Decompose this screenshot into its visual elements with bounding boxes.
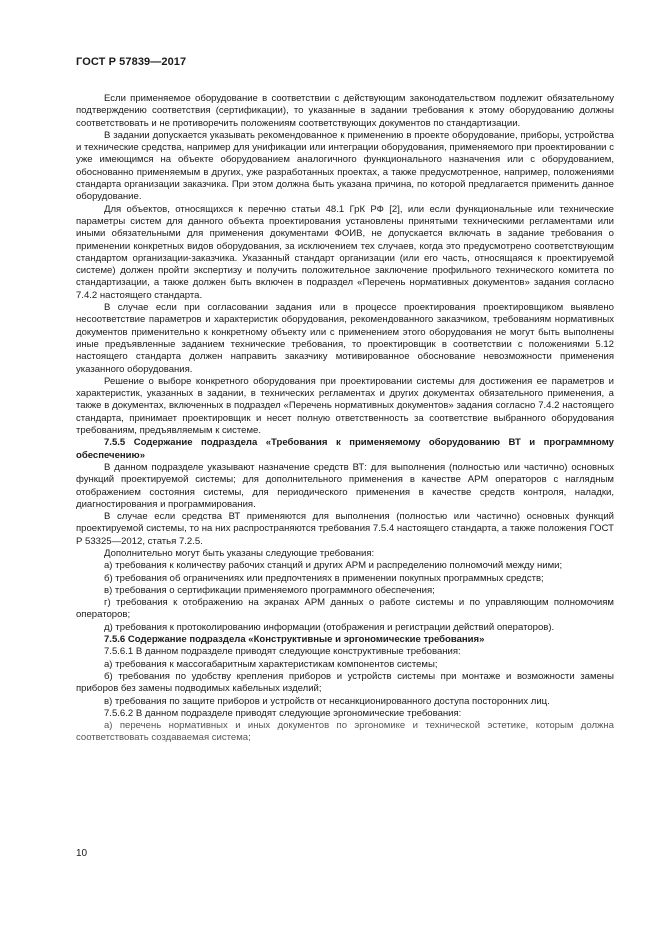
list-item: б) требования об ограничениях или предпочтениях в применении покупных программных средств;: [104, 572, 544, 584]
paragraph: Решение о выборе конкретного оборудования при проектировании системы для достижения ее параметров и характеристик, указанных в задании, в технических регламентах и других документах обязательного применения, а также в документах, включенных в подраздел «Перечень нормативных документов» задания согласно 7.4.2 настоящего стандарта, принимает проектировщик и несет полную ответственность за соответствие выбранного оборудования требованиям, предъявляемым к системе.: [76, 375, 614, 437]
paragraph: Если применяемое оборудование в соответствии с действующим законодательством подлежит обязательному подтверждению соответствия (сертификации), то указанные в задании требования к этому оборудованию должны соответствовать и не противоречить положениям соответствующих документов по стандартизации.: [76, 93, 614, 129]
paragraph: В случае если при согласовании задания или в процессе проектирования проектировщиком выявлено несоответствие параметров и характеристик оборудования, рекомендованного заказчиком, требованиям нормативных документов применительно к конкретному объекту или с применением этого оборудования не могут быть выполнены иные предъявленные заданием технические требования, то проектировщик в соответствии с положениями 5.12 настоящего стандарта должен направить заказчику мотивированное обоснование невозможности применения указанного оборудования.: [76, 302, 614, 375]
section-heading: 7.5.5 Содержание подраздела «Требования к применяемому оборудованию ВТ и программному обеспечению»: [76, 437, 614, 461]
section-heading: 7.5.6 Содержание подраздела «Конструктивные и эргономические требования»: [104, 634, 485, 646]
paragraph: В данном подразделе указывают назначение средств ВТ: для выполнения (полностью или частично) основных функций проектируемой системы; для дополнительного применения в качестве АРМ операторов с наглядным отображением состояния системы, для периодического применения в качестве средств контроля, наладки, диагностирования и программирования.: [76, 461, 614, 510]
paragraph: 7.5.6.1 В данном подразделе приводят следующие конструктивные требования:: [104, 646, 461, 658]
paragraph: 7.5.6.2 В данном подразделе приводят следующие эргономические требования:: [104, 707, 462, 719]
paragraph: Для объектов, относящихся к перечню статьи 48.1 ГрК РФ [2], или если функциональные или технические параметры систем для данного объекта проектирования установлены принятыми техническими регламентами или иными обязательными для применения документами ФОИВ, не допускается включать в задание требования о применении конкретных видов оборудования, за исключением тех случаев, когда это предусмотрено соответствующим стандартом организации-заказчика. Указанный стандарт организации (или его часть, относящаяся к проектируемой системе) должен пройти экспертизу и получить положительное заключение профильного технического комитета по стандартизации, а также должен быть включен в подраздел «Перечень нормативных документов» задания согласно 7.4.2 настоящего стандарта.: [76, 203, 614, 301]
list-item: а) требования к массогабаритным характеристикам компонентов системы;: [104, 658, 438, 670]
list-item: г) требования к отображению на экранах АРМ данных о работе системы и по управляющим полномочиям операторов;: [76, 597, 614, 621]
paragraph: Дополнительно могут быть указаны следующие требования:: [104, 547, 375, 559]
paragraph: В задании допускается указывать рекомендованное к применению в проекте оборудование, приборы, устройства и технические средства, например для унификации или интеграции оборудования, применяемого при проектировании с уже имеющимся на объекте оборудованием аналогичного функционального назначения или с оборудованием, обоснованно применяемым в других, уже разработанных проектах, а также предусмотренное, например, положениями стандарта организации заказчика. При этом должна быть указана причина, по которой предлагается применить данное оборудование.: [76, 129, 614, 203]
paragraph: В случае если средства ВТ применяются для выполнения (полностью или частично) основных функций проектируемой системы, то на них распространяются требования 7.5.4 настоящего стандарта, а также положения ГОСТ Р 53325—2012, статья 7.2.5.: [76, 511, 614, 547]
list-item: в) требования о сертификации применяемого программного обеспечения;: [104, 584, 435, 596]
document-body: [76, 93, 614, 745]
list-item: а) требования к количеству рабочих станций и других АРМ и распределению полномочий между ними;: [104, 560, 563, 572]
page-number: 10: [76, 848, 88, 859]
document-header: ГОСТ Р 57839—2017: [76, 56, 187, 68]
list-item: д) требования к протоколированию информации (отображения и регистрации действий операторов).: [104, 621, 555, 633]
list-item: а) перечень нормативных и иных документов по эргономике и технической эстетике, которым должна соответствовать создаваемая система;: [76, 720, 614, 744]
list-item: б) требования по удобству крепления приборов и устройств системы при монтаже и возможности замены приборов без замены подводимых кабельных изделий;: [76, 670, 614, 695]
list-item: в) требования по защите приборов и устройств от несанкционированного доступа посторонних лиц.: [104, 695, 550, 707]
